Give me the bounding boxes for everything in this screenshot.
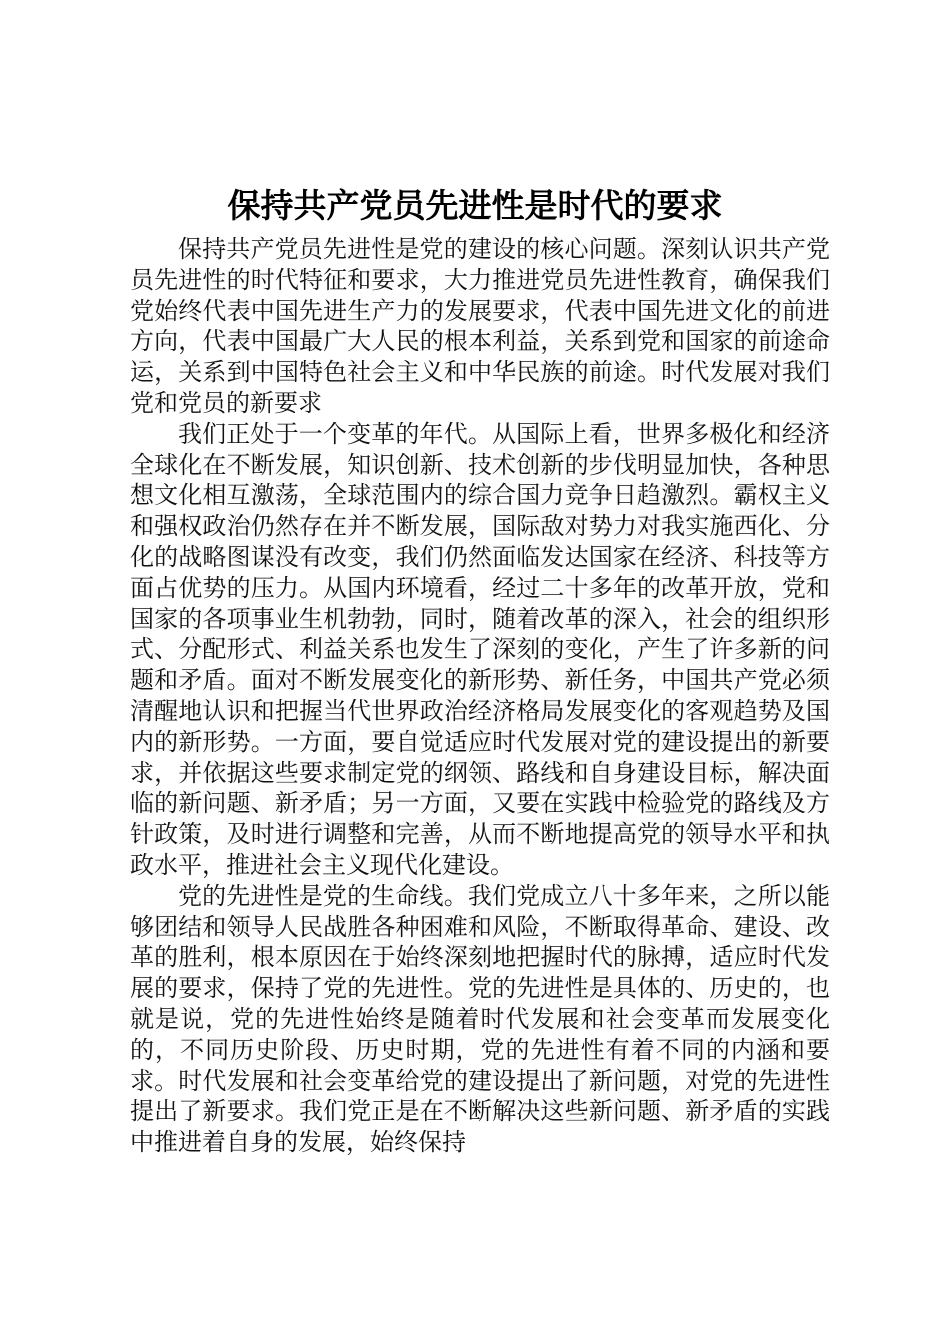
paragraph-2: 我们正处于一个变革的年代。从国际上看，世界多极化和经济全球化在不断发展，知识创新、技术创新的步伐明显加快，各种思想文化相互激荡，全球范围内的综合国力竞争日趋激烈。霸权主义和强权政治仍然存在并不断发展，国际敌对势力对我实施西化、分化的战略图谋没有改变，我们仍然面临发达国家在经济、科技等方面占优势的压力。从国内环境看，经过二十多年的改革开放，党和国家的各项事业生机勃勃，同时，随着改革的深入，社会的组织形式、分配形式、利益关系也发生了深刻的变化，产生了许多新的问题和矛盾。面对不断发展变化的新形势、新任务，中国共产党必须清醒地认识和把握当代世界政治经济格局发展变化的客观趋势及国内的新形势。一方面，要自觉适应时代发展对党的建设提出的新要求，并依据这些要求制定党的纲领、路线和自身建设目标，解决面临的新问题、新矛盾；另一方面，又要在实践中检验党的路线及方针政策，及时进行调整和完善，从而不断地提高党的领导水平和执政水平，推进社会主义现代化建设。 <box>130 419 830 879</box>
document-title: 保持共产党员先进性是时代的要求 <box>227 186 723 225</box>
paragraph-3: 党的先进性是党的生命线。我们党成立八十多年来，之所以能够团结和领导人民战胜各种困难和风险，不断取得革命、建设、改革的胜利，根本原因在于始终深刻地把握时代的脉搏，适应时代发展的要求，保持了党的先进性。党的先进性是具体的、历史的，也就是说，党的先进性始终是随着时代发展和社会变革而发展变化的，不同历史阶段、历史时期，党的先进性有着不同的内涵和要求。时代发展和社会变革给党的建设提出了新问题，对党的先进性提出了新要求。我们党正是在不断解决这些新问题、新矛盾的实践中推进着自身的发展，始终保持 <box>130 881 830 1157</box>
paragraph-1: 保持共产党员先进性是党的建设的核心问题。深刻认识共产党员先进性的时代特征和要求，大力推进党员先进性教育，确保我们党始终代表中国先进生产力的发展要求，代表中国先进文化的前进方向，代表中国最广大人民的根本利益，关系到党和国家的前途命运，关系到中国特色社会主义和中华民族的前途。时代发展对我们党和党员的新要求 <box>130 235 830 417</box>
document-body <box>130 234 830 1158</box>
